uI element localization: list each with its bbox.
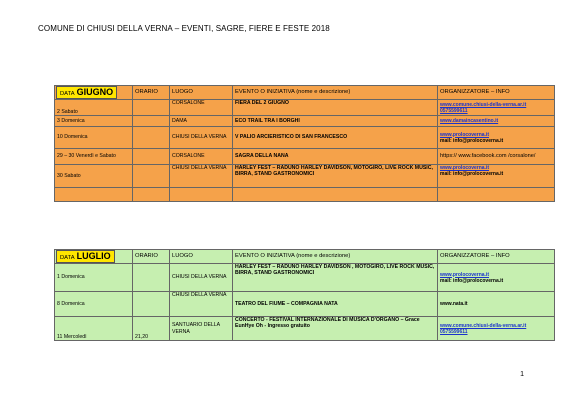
info-cell — [438, 292, 555, 317]
info-link[interactable]: www.prolocoverna.it — [440, 165, 489, 171]
date-cell: 3 Domenica — [55, 116, 133, 127]
date-header-cell — [55, 86, 133, 100]
info-link[interactable]: www.nata.it — [440, 301, 468, 307]
info-link[interactable]: www.prolocoverna.it — [440, 271, 489, 278]
events-table-june — [54, 85, 555, 202]
table-row — [55, 116, 555, 127]
info-phone: 0575599611 — [440, 107, 468, 114]
table-header-row — [55, 250, 555, 264]
date-cell: 8 Domenica — [55, 292, 133, 317]
luogo-cell: DAMA — [170, 116, 233, 127]
organizzatore-header: ORGANIZZATORE – INFO — [438, 250, 555, 264]
info-cell — [438, 116, 555, 127]
orario-cell — [133, 149, 170, 165]
luogo-cell: CHIUSI DELLA VERNA — [170, 264, 233, 292]
luogo-header: LUOGO — [170, 86, 233, 100]
info-mail: mail: info@prolocoverna.it — [440, 171, 504, 177]
evento-cell: CONCERTO - FESTIVAL INTERNAZIONALE DI MUSICA D'ORGANO – Grace EunHye Oh - Ingresso gratuito — [233, 317, 438, 341]
date-cell: 1 Domenica — [55, 264, 133, 292]
evento-cell: FIERA DEL 2 GIUGNO — [233, 100, 438, 116]
orario-header: ORARIO — [133, 250, 170, 264]
orario-cell — [133, 100, 170, 116]
date-cell: 29 – 30 Venerdì e Sabato — [55, 149, 133, 165]
organizzatore-header: ORGANIZZATORE – INFO — [438, 86, 555, 100]
info-cell — [438, 127, 555, 149]
info-link[interactable]: www.comune.chiusi-della-verna.ar.it — [440, 101, 527, 108]
luogo-cell: CHIUSI DELLA VERNA — [170, 292, 233, 317]
table-row — [55, 127, 555, 149]
month-label: DATA LUGLIO — [56, 250, 115, 263]
table-row — [55, 264, 555, 292]
table-row — [55, 149, 555, 165]
luogo-cell: CHIUSI DELLA VERNA — [170, 127, 233, 149]
info-cell — [438, 149, 555, 165]
evento-cell: HARLEY FEST – RADUNO HARLEY DAVIDSON , MOTOGIRO, LIVE ROCK MUSIC, BIRRA, STAND GASTRONOMICI — [233, 264, 438, 292]
month-label: DATA GIUGNO — [56, 86, 117, 99]
luogo-cell: SANTUARIO DELLA VERNA — [170, 317, 233, 341]
date-cell: 2 Sabato — [55, 100, 133, 116]
evento-cell: TEATRO DEL FIUME – COMPAGNIA NATA — [233, 292, 438, 317]
evento-header: EVENTO O INIZIATIVA (nome e descrizione) — [233, 250, 438, 264]
date-cell: 10 Domenica — [55, 127, 133, 149]
orario-cell — [133, 116, 170, 127]
events-table-july — [54, 249, 555, 341]
orario-cell: 21,20 — [133, 317, 170, 341]
evento-cell: ECO TRAIL TRA I BORGHI — [233, 116, 438, 127]
info-cell — [438, 317, 555, 341]
date-cell: 11 Mercoledì — [55, 317, 133, 341]
info-cell — [438, 165, 555, 188]
evento-cell: SAGRA DELLA NANA — [233, 149, 438, 165]
info-link[interactable]: www.damaincasentino.it — [440, 118, 499, 124]
orario-cell — [133, 165, 170, 188]
luogo-cell: CORSALONE — [170, 100, 233, 116]
info-cell — [438, 100, 555, 116]
luogo-cell: CHIUSI DELLA VERNA — [170, 165, 233, 188]
info-link[interactable]: www.comune.chiusi-della-verna.ar.it — [440, 322, 527, 329]
luogo-header: LUOGO — [170, 250, 233, 264]
date-header-cell — [55, 250, 133, 264]
table-row — [55, 100, 555, 116]
table-header-row — [55, 86, 555, 100]
table-row — [55, 165, 555, 188]
orario-cell — [133, 264, 170, 292]
info-link[interactable]: https:// www.facebook.com /corsalone/ — [440, 153, 536, 160]
evento-cell: HARLEY FEST – RADUNO HARLEY DAVIDSON, MOTOGIRO, LIVE ROCK MUSIC, BIRRA, STAND GASTRONOMICI — [233, 165, 438, 188]
evento-cell: V PALIO ARCIERISTICO DI SAN FRANCESCO — [233, 127, 438, 149]
orario-cell — [133, 127, 170, 149]
table-row — [55, 317, 555, 341]
info-mail: mail: info@prolocoverna.it — [440, 277, 504, 284]
info-mail: mail: info@prolocoverna.it — [440, 137, 504, 144]
document-title: COMUNE DI CHIUSI DELLA VERNA – EVENTI, SAGRE, FIERE E FESTE 2018 — [38, 24, 330, 33]
table-row-empty — [55, 188, 555, 202]
info-link[interactable]: www.prolocoverna.it — [440, 131, 489, 138]
orario-header: ORARIO — [133, 86, 170, 100]
luogo-cell: CORSALONE — [170, 149, 233, 165]
orario-cell — [133, 292, 170, 317]
page-number: 1 — [520, 371, 524, 378]
table-row — [55, 292, 555, 317]
info-cell — [438, 264, 555, 292]
evento-header: EVENTO O INIZIATIVA (nome e descrizione) — [233, 86, 438, 100]
date-cell: 30 Sabato — [55, 165, 133, 188]
info-phone: 0575599611 — [440, 328, 468, 335]
